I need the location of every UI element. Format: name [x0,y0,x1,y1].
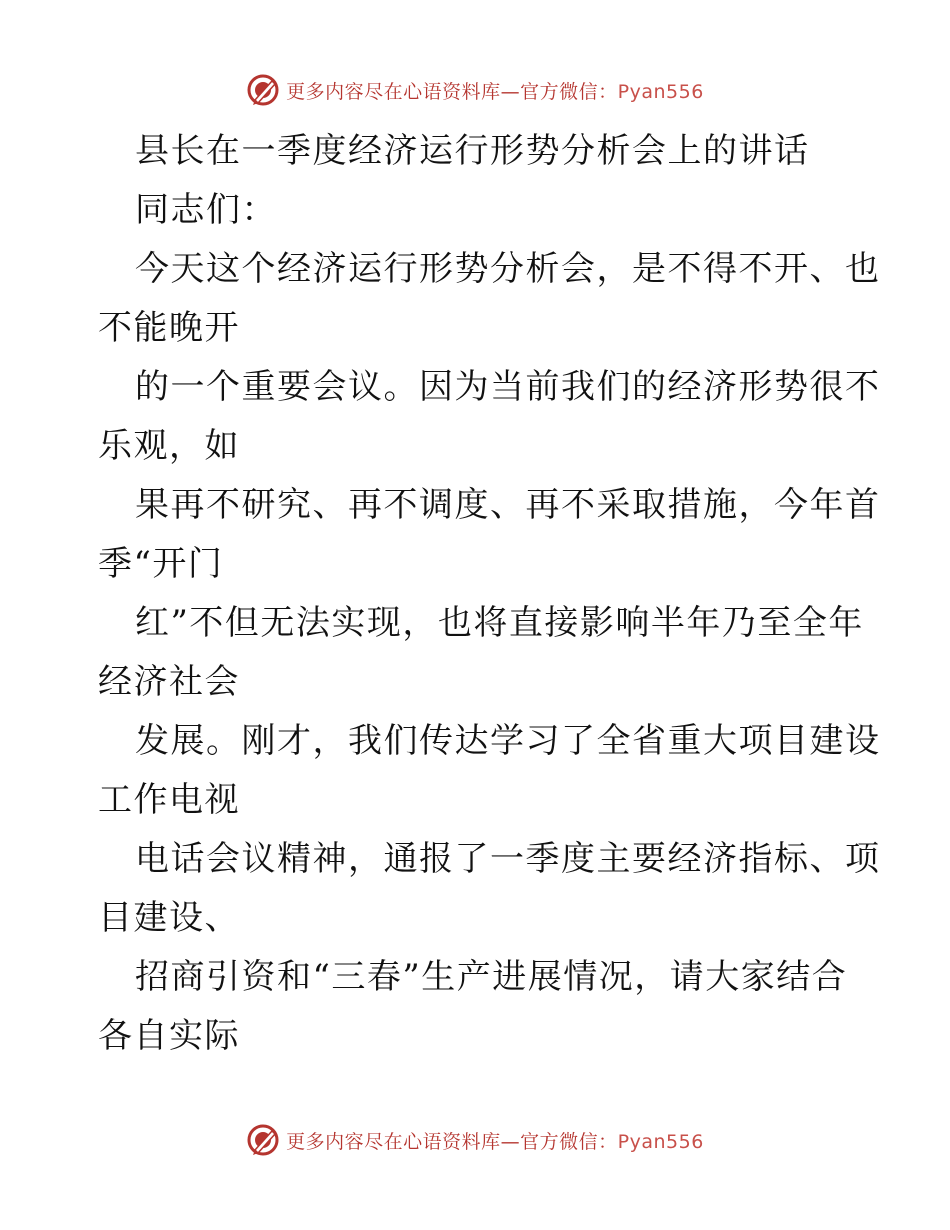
footer-banner [0,1120,950,1160]
text-line: 的一个重要会议。因为当前我们的经济形势很不 [135,367,881,407]
pen-circle-logo-icon [246,1123,280,1157]
text-line: 招商引资和“三春”生产进展情况，请大家结合 [135,957,848,997]
text-line: 电话会议精神，通报了一季度主要经济指标、项 [135,839,881,879]
text-line: 目建设、 [98,898,240,938]
wechat-id: Pyan556 [617,80,704,103]
document-body [98,122,881,1066]
salutation: 同志们： [135,190,277,230]
text-line: 果再不研究、再不调度、再不采取措施，今年首 [135,485,881,525]
document-title: 县长在一季度经济运行形势分析会上的讲话 [135,131,810,171]
paragraph [98,240,881,1066]
text-line: 今天这个经济运行形势分析会，是不得不开、也 [135,249,881,289]
text-line: 季“开门 [98,544,224,584]
wechat-id: Pyan556 [617,1130,704,1153]
header-banner [0,70,950,110]
text-line: 发展。刚才，我们传达学习了全省重大项目建设 [135,721,881,761]
text-line: 工作电视 [98,780,240,820]
text-line: 不能晚开 [98,308,240,348]
banner-text: 更多内容尽在心语资料库—官方微信：Pyan556 [286,80,704,103]
text-line: 红”不但无法实现，也将直接影响半年乃至全年 [135,603,864,643]
pen-circle-logo-icon [246,73,280,107]
banner-text: 更多内容尽在心语资料库—官方微信：Pyan556 [286,1130,704,1153]
text-line: 各自实际 [98,1016,240,1056]
text-line: 经济社会 [98,662,240,702]
text-line: 乐观，如 [98,426,240,466]
